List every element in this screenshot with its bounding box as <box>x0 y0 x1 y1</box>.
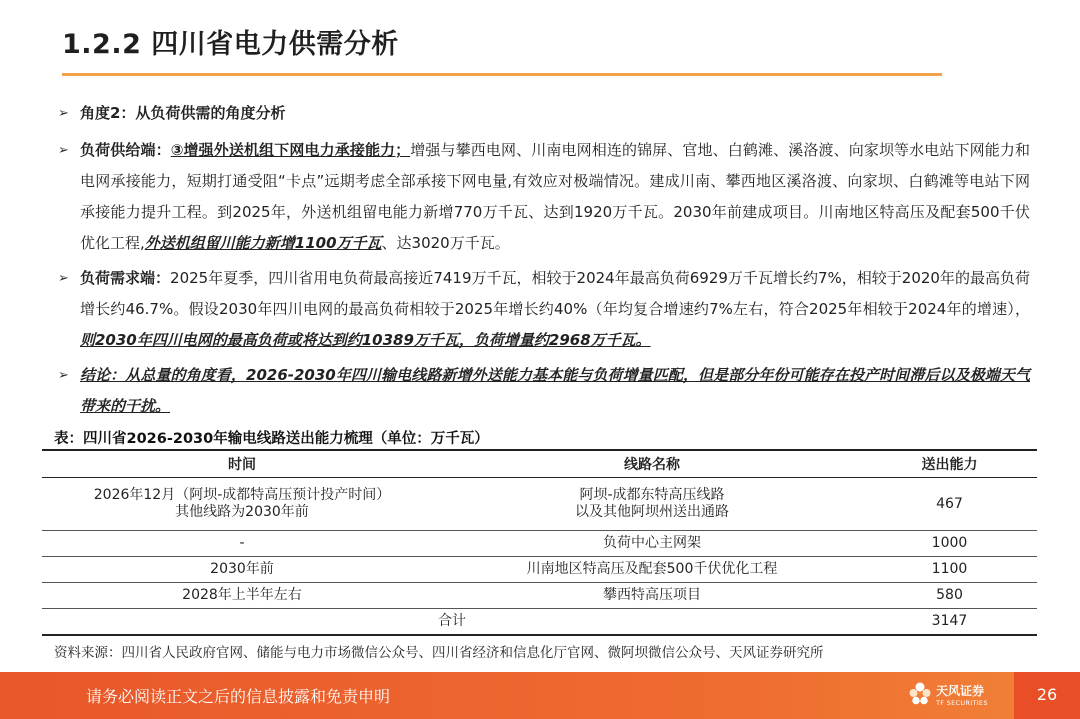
cell-capacity: 467 <box>862 478 1037 531</box>
title-divider <box>62 73 942 76</box>
supply-lead: 负荷供给端： <box>80 141 171 159</box>
cell-line-line1: 阿坝-成都东特高压线路 <box>579 487 725 503</box>
page-title: 1.2.2 四川省电力供需分析 <box>62 29 399 60</box>
arrow-bullet-icon: ➢ <box>58 368 69 383</box>
cell-capacity: 1100 <box>862 557 1037 583</box>
bullet-conclusion <box>58 360 1030 422</box>
table-row <box>42 531 1037 557</box>
header-line-name: 线路名称 <box>442 450 862 478</box>
bullet-demand <box>58 263 1030 356</box>
demand-lead: 负荷需求端： <box>80 269 171 287</box>
transmission-capacity-table <box>42 449 1037 636</box>
header-capacity: 送出能力 <box>862 450 1037 478</box>
cell-time-line2: 其他线路为2030年前 <box>175 504 309 520</box>
table-row <box>42 478 1037 531</box>
supply-underlined: ③增强外送机组下网电力承接能力； <box>170 141 411 159</box>
tf-flower-icon <box>906 680 934 708</box>
cell-line: 攀西特高压项目 <box>442 583 862 609</box>
arrow-bullet-icon: ➢ <box>58 271 69 286</box>
cell-time: - <box>42 531 442 557</box>
cell-line-line2: 以及其他阿坝州送出通路 <box>575 504 729 520</box>
arrow-bullet-icon: ➢ <box>58 106 69 121</box>
table-header-row <box>42 450 1037 478</box>
table-total-row <box>42 609 1037 636</box>
page-number-box <box>1014 672 1080 719</box>
footer-bar <box>0 672 1080 719</box>
total-label: 合计 <box>42 609 862 636</box>
table-row <box>42 557 1037 583</box>
company-logo <box>906 678 996 714</box>
cell-capacity: 580 <box>862 583 1037 609</box>
bullet-angle <box>58 98 1030 129</box>
demand-body: 2025年夏季，四川省用电负荷最高接近7419万千瓦，相较于2024年最高负荷6929万千瓦增长约7%，相较于2020年的最高负荷增长约46.7%。假设2030年四川电网的最高负荷相较于2025年增长约40%（年均复合增速约7%左右，符合2025年相较于2024年的增速）， <box>80 269 1030 318</box>
header-time: 时间 <box>42 450 442 478</box>
disclaimer-text: 请务必阅读正文之后的信息披露和免责申明 <box>86 687 391 706</box>
cell-capacity: 1000 <box>862 531 1037 557</box>
arrow-bullet-icon: ➢ <box>58 143 69 158</box>
demand-emphasis: 则2030年四川电网的最高负荷或将达到约10389万千瓦，负荷增量约2968万千瓦。 <box>80 331 651 349</box>
cell-time-line1: 2026年12月（阿坝-成都特高压预计投产时间） <box>93 487 391 503</box>
supply-body: 增强与攀西电网、川南电网相连的锦屏、官地、白鹤滩、溪洛渡、向家坝等水电站下网能力和电网承接能力，短期打通受阻“卡点”远期考虑全部承接下网电量,有效应对极端情况。建成川南、攀西地区溪洛渡、向家坝、白鹤滩等电站下网承接能力提升工程。到2025年，外送机组留电能力新增770万千瓦、达到1920万千瓦。2030年前建成项目。川南地区特高压及配套500千伏优化工程, <box>80 141 1030 252</box>
conclusion-text: 结论：从总量的角度看，2026-2030年四川输电线路新增外送能力基本能与负荷增量匹配，但是部分年份可能存在投产时间滞后以及极端天气带来的干扰。 <box>80 366 1030 415</box>
logo-cn-text: 天风证券 <box>936 684 985 698</box>
bullet-angle-text: 角度2：从负荷供需的角度分析 <box>80 104 286 122</box>
table-row <box>42 583 1037 609</box>
cell-line: 川南地区特高压及配套500千伏优化工程 <box>442 557 862 583</box>
cell-time <box>42 478 442 531</box>
supply-emphasis: 外送机组留川能力新增1100万千瓦 <box>144 234 382 252</box>
cell-line: 负荷中心主网架 <box>442 531 862 557</box>
bullet-list <box>58 98 1030 422</box>
source-note: 资料来源：四川省人民政府官网、储能与电力市场微信公众号、四川省经济和信息化厅官网、微阿坝微信公众号、天风证券研究所 <box>54 645 824 661</box>
cell-time: 2030年前 <box>42 557 442 583</box>
bullet-supply <box>58 135 1030 259</box>
table-caption: 表：四川省2026-2030年输电线路送出能力梳理（单位：万千瓦） <box>54 431 489 447</box>
total-value: 3147 <box>862 609 1037 636</box>
supply-tail: 、达3020万千瓦。 <box>381 234 510 252</box>
cell-line <box>442 478 862 531</box>
logo-en-text: TF SECURITIES <box>936 699 988 707</box>
page-number: 26 <box>1036 685 1058 704</box>
cell-time: 2028年上半年左右 <box>42 583 442 609</box>
